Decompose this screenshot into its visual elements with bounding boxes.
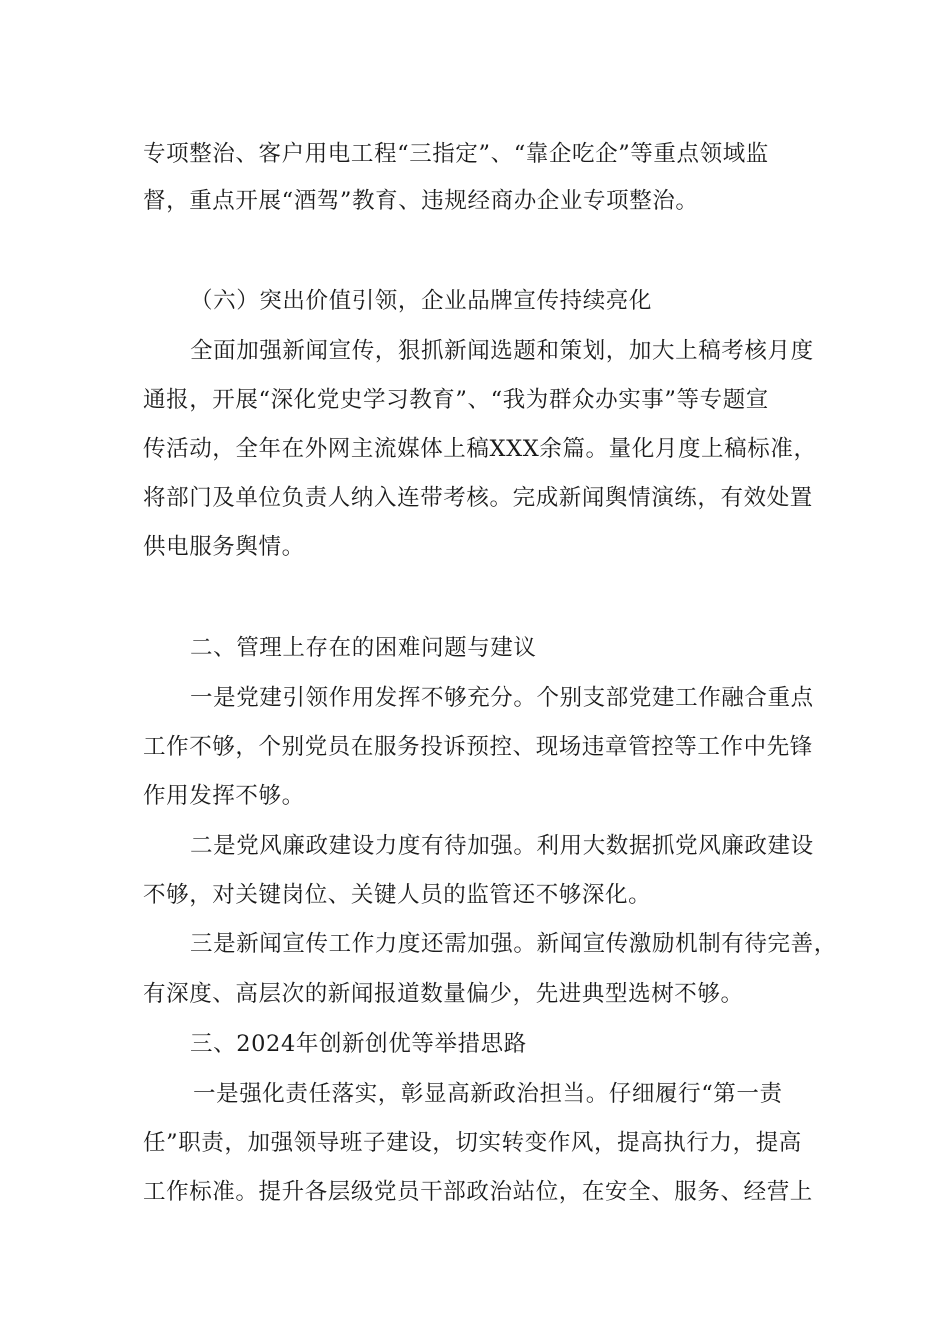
paragraph-line: 一是党建引领作用发挥不够充分。个别支部党建工作融合重点 [190, 685, 814, 711]
paragraph-line: 一是强化责任落实，彰显高新政治担当。仔细履行“第一责 [193, 1081, 783, 1107]
paragraph-line: 全面加强新闻宣传，狠抓新闻选题和策划，加大上稿考核月度 [190, 338, 814, 364]
section-heading: 三、2024年创新创优等举措思路 [190, 1031, 527, 1057]
paragraph-line: 二是党风廉政建设力度有待加强。利用大数据抓党风廉政建设 [190, 833, 814, 859]
paragraph-line: 传活动，全年在外网主流媒体上稿XXX余篇。量化月度上稿标准， [143, 436, 817, 462]
paragraph-line: 通报，开展“深化党史学习教育”、“我为群众办实事”等专题宣 [143, 387, 769, 413]
paragraph-line: 督，重点开展“酒驾”教育、违规经商办企业专项整治。 [143, 188, 699, 214]
paragraph-line: 工作标准。提升各层级党员干部政治站位，在安全、服务、经营上 [143, 1179, 813, 1205]
paragraph-line: 有深度、高层次的新闻报道数量偏少，先进典型选树不够。 [143, 981, 744, 1007]
paragraph-line: 专项整治、客户用电工程“三指定”、“靠企吃企”等重点领域监 [143, 141, 769, 167]
paragraph-line: 任”职责，加强领导班子建设，切实转变作风，提高执行力，提高 [143, 1130, 802, 1156]
paragraph-line: 供电服务舆情。 [143, 534, 305, 560]
paragraph-line: 不够，对关键岗位、关键人员的监管还不够深化。 [143, 882, 652, 908]
section-heading: 二、管理上存在的困难问题与建议 [190, 635, 537, 661]
paragraph-line: 将部门及单位负责人纳入连带考核。完成新闻舆情演练，有效处置 [143, 485, 813, 511]
section-heading: （六）突出价值引领，企业品牌宣传持续亮化 [190, 288, 653, 314]
paragraph-line: 作用发挥不够。 [143, 783, 305, 809]
paragraph-line: 三是新闻宣传工作力度还需加强。新闻宣传激励机制有待完善， [190, 931, 837, 957]
paragraph-line: 工作不够，个别党员在服务投诉预控、现场违章管控等工作中先锋 [143, 734, 813, 760]
